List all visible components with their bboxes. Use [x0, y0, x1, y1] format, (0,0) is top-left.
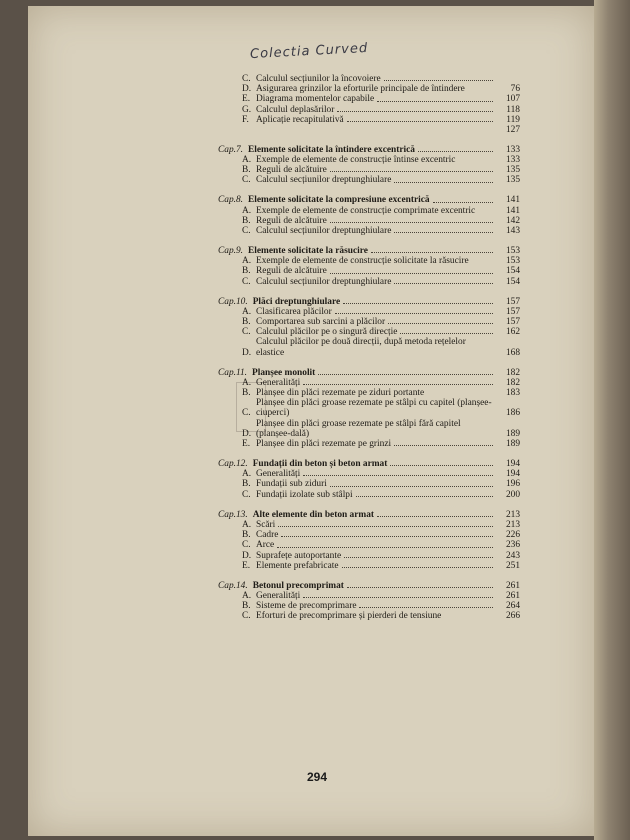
toc-entry: [218, 490, 520, 500]
toc-entry: [218, 520, 520, 530]
entry-title: Elemente prefabricate: [256, 560, 339, 571]
entry-letter: E.: [242, 439, 251, 450]
dot-leader: [330, 222, 493, 223]
toc-entry: [218, 74, 520, 84]
entry-title: Calculul secțiunilor dreptunghiulare: [256, 175, 392, 186]
toc-entry: [218, 327, 520, 337]
dot-leader: [303, 597, 493, 598]
entry-page: 141: [505, 205, 520, 216]
entry-title: Planșee din plăci rezemate pe grinzi: [256, 439, 392, 450]
entry-letter: B.: [242, 317, 251, 328]
entry-letter: C.: [242, 327, 251, 338]
dot-leader: [394, 445, 493, 446]
entry-letter: B.: [242, 479, 251, 490]
toc-entry: [218, 115, 520, 125]
entry-title: Reguli de alcătuire: [256, 215, 327, 226]
dot-leader: [278, 526, 493, 527]
toc-entry: [218, 378, 520, 388]
entry-title: Reguli de alcătuire: [256, 165, 327, 176]
entry-letter: A.: [242, 155, 252, 166]
entry-letter: C.: [242, 226, 251, 237]
entry-page: 76: [510, 84, 520, 95]
entry-letter: G.: [242, 104, 252, 115]
toc-entry: [218, 307, 520, 317]
toc-chapter: [218, 293, 520, 358]
entry-title: Suprafețe autoportante: [256, 550, 342, 561]
entry-letter: D.: [242, 428, 252, 439]
dot-leader: [277, 547, 493, 548]
entry-page: 183: [505, 388, 520, 399]
entry-title: Calculul plăcilor pe o singură direcție: [256, 327, 398, 338]
entry-title: Sisteme de precomprimare: [256, 601, 357, 612]
entry-page: 153: [505, 256, 520, 267]
chapter-title: Elemente solicitate la întindere excentrică: [248, 144, 415, 155]
toc-entry: [218, 530, 520, 540]
table-of-contents: [218, 68, 520, 622]
toc-entry: [218, 94, 520, 104]
toc-chapter: [218, 74, 520, 135]
entry-title: Calculul deplasărilor: [256, 104, 335, 115]
dot-leader: [394, 283, 493, 284]
toc-chapter: [218, 506, 520, 571]
dot-leader: [377, 516, 493, 517]
chapter-title: Elemente solicitate la răsucire: [248, 246, 368, 257]
handwritten-note: Colectia Curved: [249, 40, 369, 63]
entry-letter: A.: [242, 306, 252, 317]
entry-title: Scări: [256, 519, 276, 530]
toc-entry: [218, 601, 520, 611]
chapter-number: Cap.10.: [218, 296, 248, 307]
entry-title: Generalități: [256, 590, 301, 601]
entry-page: 154: [505, 276, 520, 287]
entry-page: 251: [505, 560, 520, 571]
entry-page: 157: [505, 317, 520, 328]
entry-title: Arce: [256, 540, 275, 551]
dot-leader: [330, 273, 493, 274]
entry-title: Calculul secțiunilor dreptunghiulare: [256, 276, 392, 287]
chapter-heading: [218, 506, 520, 520]
entry-page: 135: [505, 175, 520, 186]
entry-letter: C.: [242, 540, 251, 551]
toc-entry: [218, 256, 520, 266]
dot-leader: [335, 313, 493, 314]
entry-page: 154: [505, 266, 520, 277]
chapter-title: Planșee monolit: [252, 367, 316, 378]
toc-entry: [218, 155, 520, 165]
entry-letter: A.: [242, 519, 252, 530]
entry-title: Calculul secțiunilor dreptunghiulare: [256, 226, 392, 237]
toc-entry: [218, 175, 520, 185]
chapter-number: Cap.14.: [218, 580, 248, 591]
entry-page: 189: [505, 439, 520, 450]
entry-letter: D.: [242, 550, 252, 561]
entry-title: Exemple de elemente de construcție întinse excentric: [256, 155, 456, 166]
toc-entry: [218, 398, 520, 418]
dot-leader: [303, 384, 493, 385]
chapter-page: 141: [505, 195, 520, 206]
entry-letter: C.: [242, 175, 251, 186]
entry-letter: A.: [242, 205, 252, 216]
entry-title: Cadre: [256, 530, 279, 541]
toc-entry: [218, 84, 520, 94]
toc-chapter: [218, 455, 520, 500]
entry-letter: D.: [242, 84, 252, 95]
entry-title: Generalități: [256, 377, 301, 388]
toc-entry: [218, 337, 520, 357]
chapter-page: 153: [505, 246, 520, 257]
entry-page: 194: [505, 469, 520, 480]
dot-leader: [394, 232, 493, 233]
dot-leader: [390, 465, 493, 466]
entry-title: Exemple de elemente de construcție solicitate la răsucire: [256, 256, 469, 267]
entry-letter: B.: [242, 388, 251, 399]
toc-chapter: [218, 577, 520, 622]
entry-title: Fundații izolate sub stâlpi: [256, 489, 353, 500]
entry-letter: A.: [242, 256, 252, 267]
entry-title: Calculul secțiunilor la încovoiere: [256, 74, 381, 84]
toc-entry: [218, 266, 520, 276]
toc-entry: [218, 419, 520, 439]
entry-letter: C.: [242, 408, 251, 419]
chapter-heading: [218, 141, 520, 155]
toc-entry: [218, 105, 520, 115]
entry-page: 200: [505, 489, 520, 500]
entry-page: 168: [505, 347, 520, 358]
toc-chapter: [218, 192, 520, 237]
entry-letter: C.: [242, 611, 251, 622]
entry-page: 135: [505, 165, 520, 176]
entry-letter: C.: [242, 74, 251, 84]
chapter-number: Cap.7.: [218, 144, 244, 155]
entry-letter: E.: [242, 94, 251, 105]
chapter-heading: [218, 455, 520, 469]
toc-entry: [218, 611, 520, 621]
toc-chapter: [218, 242, 520, 287]
dot-leader: [400, 333, 493, 334]
toc-entry: [218, 317, 520, 327]
entry-page: 118: [506, 104, 520, 115]
toc-entry: [218, 469, 520, 479]
entry-title: Planșee din plăci rezemate pe ziduri portante: [256, 388, 425, 399]
entry-title: Comportarea sub sarcini a plăcilor: [256, 317, 386, 328]
dot-leader: [337, 111, 493, 112]
chapter-title: Fundații din beton și beton armat: [252, 459, 388, 470]
entry-letter: C.: [242, 489, 251, 500]
toc-entry: [218, 551, 520, 561]
entry-page: 133: [505, 155, 520, 166]
entry-letter: B.: [242, 530, 251, 541]
entry-title: Exemple de elemente de construcție comprimate excentric: [256, 205, 476, 216]
entry-letter: F.: [242, 114, 249, 125]
entry-title: Reguli de alcătuire: [256, 266, 327, 277]
chapter-title: Alte elemente din beton armat: [252, 509, 375, 520]
entry-page: 226: [505, 530, 520, 541]
entry-page: 182: [505, 377, 520, 388]
entry-letter: B.: [242, 215, 251, 226]
page-edge: [594, 0, 630, 840]
chapter-title: Elemente solicitate la compresiune excentrică: [248, 195, 430, 206]
entry-page: 107: [505, 94, 520, 105]
chapter-page: 133: [505, 144, 520, 155]
dot-leader: [388, 323, 493, 324]
entry-page: 142: [505, 215, 520, 226]
entry-page: 243: [505, 550, 520, 561]
entry-page: 186: [505, 408, 520, 419]
entry-page: 266: [505, 611, 520, 622]
toc-chapter: [218, 141, 520, 186]
dot-leader: [347, 587, 493, 588]
entry-title: Eforturi de precomprimare și pierderi de tensiune: [256, 611, 442, 622]
entry-page: 264: [505, 601, 520, 612]
chapter-heading: [218, 364, 520, 378]
toc-entry: [218, 479, 520, 489]
dot-leader: [330, 486, 493, 487]
entry-page: 196: [505, 479, 520, 490]
toc-entry: [218, 216, 520, 226]
entry-page: 261: [505, 590, 520, 601]
toc-entry: [218, 165, 520, 175]
chapter-number: Cap.8.: [218, 195, 244, 206]
dot-leader: [347, 121, 493, 122]
dot-leader: [342, 567, 494, 568]
entry-title: Fundații sub ziduri: [256, 479, 327, 490]
toc-entry: [218, 226, 520, 236]
entry-page: 143: [505, 226, 520, 237]
entry-page: 189: [505, 428, 520, 439]
chapter-number: Cap.9.: [218, 246, 244, 257]
dot-leader: [343, 303, 493, 304]
entry-title: Diagrama momentelor capabile: [256, 94, 375, 105]
dot-leader: [303, 475, 493, 476]
chapter-number: Cap.11.: [218, 367, 247, 378]
toc-entry: [218, 439, 520, 449]
entry-title: Planșee din plăci groase rezemate pe stâlpi cu capitel (planșee-ciuperci): [256, 398, 492, 419]
entry-letter: E.: [242, 560, 251, 571]
dot-leader: [377, 101, 493, 102]
chapter-title: Betonul precomprimat: [252, 580, 344, 591]
entry-page: 157: [505, 306, 520, 317]
chapter-heading: [218, 242, 520, 256]
entry-title: Generalități: [256, 469, 301, 480]
dot-leader: [384, 80, 493, 81]
chapter-title: Plăci dreptunghiulare: [252, 296, 341, 307]
chapter-page: 213: [505, 509, 520, 520]
toc-entry: [218, 591, 520, 601]
extra-page: 127: [505, 125, 520, 136]
dot-leader: [418, 151, 493, 152]
toc-chapter: [218, 364, 520, 449]
chapter-number: Cap.13.: [218, 509, 248, 520]
entry-letter: C.: [242, 276, 251, 287]
entry-page: 236: [505, 540, 520, 551]
dot-leader: [318, 374, 493, 375]
chapter-page: 194: [505, 459, 520, 470]
toc-entry: [218, 388, 520, 398]
chapter-page: 182: [505, 367, 520, 378]
entry-title: Aplicație recapitulativă: [256, 114, 344, 125]
dot-leader: [371, 252, 493, 253]
entry-letter: A.: [242, 590, 252, 601]
chapter-heading: [218, 577, 520, 591]
entry-letter: A.: [242, 377, 252, 388]
chapter-heading: [218, 192, 520, 206]
chapter-heading: [218, 293, 520, 307]
chapter-page: 261: [505, 580, 520, 591]
entry-letter: B.: [242, 601, 251, 612]
chapter-number: Cap.12.: [218, 459, 248, 470]
dot-leader: [433, 202, 493, 203]
dot-leader: [344, 557, 493, 558]
entry-title: Clasificarea plăcilor: [256, 306, 332, 317]
toc-entry: [218, 561, 520, 571]
dot-leader: [356, 496, 493, 497]
entry-title: Asigurarea grinzilor la eforturile principale de întindere: [256, 84, 465, 95]
entry-page: 213: [505, 519, 520, 530]
entry-title: Planșee din plăci groase rezemate pe stâlpi fără capitel (planșee-dală): [256, 418, 461, 439]
chapter-page: 157: [505, 296, 520, 307]
dot-leader: [394, 182, 493, 183]
entry-letter: A.: [242, 469, 252, 480]
dot-leader: [330, 171, 493, 172]
entry-letter: B.: [242, 165, 251, 176]
dot-leader: [359, 607, 493, 608]
entry-title: Calculul plăcilor pe două direcții, după metoda rețelelor elastice: [256, 337, 466, 358]
trailing-page: [218, 125, 520, 135]
entry-letter: D.: [242, 347, 252, 358]
page-number: 294: [307, 770, 328, 784]
toc-entry: [218, 277, 520, 287]
toc-entry: [218, 206, 520, 216]
toc-entry: [218, 540, 520, 550]
dot-leader: [281, 536, 493, 537]
entry-letter: B.: [242, 266, 251, 277]
entry-page: 162: [505, 327, 520, 338]
entry-page: 119: [506, 114, 520, 125]
